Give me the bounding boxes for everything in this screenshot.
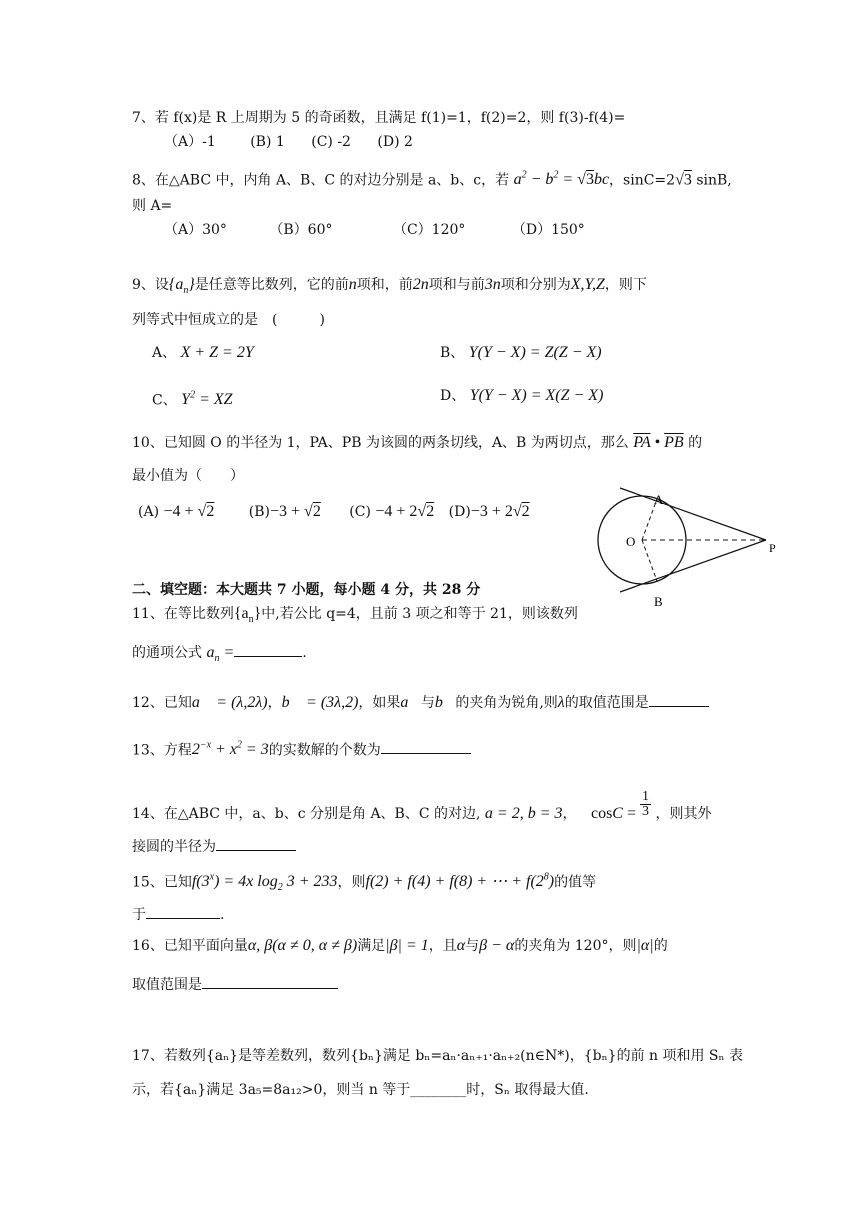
q17-line1: 17、若数列{aₙ}是等差数列，数列{bₙ}满足 bₙ=aₙ·aₙ₊₁·aₙ₊₂(n∈N*)，{bₙ}的前 n 项和用 Sₙ 表 xyxy=(132,1048,744,1064)
q16-vectors: α, β(α ≠ 0, α ≠ β) xyxy=(247,937,358,954)
q9-line2: 列等式中恒成立的是 ( ) xyxy=(132,312,325,328)
q15-stem xyxy=(132,868,596,899)
q11-line2: 的通项公式 $a_n$ = . xyxy=(132,644,307,665)
q14-stem-post: ，则其外 xyxy=(655,806,712,823)
q8-option-b: （B）60° xyxy=(269,222,333,238)
q9-option-b xyxy=(440,343,602,363)
q12-vector-b: b⃗ = (3λ,2) xyxy=(281,694,359,711)
q10-stem-pre: 10、已知圆 O 的半径为 1，PA、PB 为该圆的两条切线，A、B 为两切点，那么 xyxy=(132,435,629,451)
q10-option-a-value: −4 + √2 xyxy=(163,503,215,520)
q9-3n: 3n xyxy=(484,276,501,293)
q7-stem: 7、若 f(x)是 R 上周期为 5 的奇函数，且满足 f(1)=1，f(2)=2，则 f(3)-f(4)= xyxy=(132,110,626,126)
q16-alpha-norm: |α| xyxy=(636,937,654,954)
q8-stem-pre: 8、在△ABC 中，内角 A、B、C 的对边分别是 a、b、c，若 xyxy=(132,172,510,189)
q10-stem-post: 的 xyxy=(688,435,703,451)
q10-stem xyxy=(132,433,702,453)
q9-option-a xyxy=(152,343,254,363)
q11-line2-text: 的通项公式 xyxy=(132,645,202,661)
q11-answer-blank[interactable] xyxy=(234,642,302,657)
q7-option-a: （A）-1 xyxy=(164,134,216,150)
q15-function: $f(3^x) = 4x$ $\log_2 3 + 233$ xyxy=(191,872,338,894)
q14-line2 xyxy=(132,836,296,857)
q9-2n: 2n xyxy=(412,276,429,293)
q12-lambda: λ xyxy=(557,694,565,711)
q10-option-d: (D) xyxy=(448,504,471,520)
q16-line2-text: 取值范围是 xyxy=(132,977,202,993)
q15-pre: 15、已知 xyxy=(132,874,192,891)
q16-mid3: 与 xyxy=(465,938,480,954)
q10-options xyxy=(138,502,530,522)
q12-vector-a: a⃗ = (λ,2λ) xyxy=(191,694,268,711)
q7-option-b: (B) 1 xyxy=(250,134,285,150)
q8-stem xyxy=(132,166,732,190)
q9-option-a-formula: X + Z = 2Y xyxy=(180,344,254,361)
q16-beta-minus-alpha: β − α xyxy=(479,937,515,954)
q9-option-b-formula: Y(Y − X) = Z(Z − X) xyxy=(468,344,602,361)
q8-formula-1: $a^2 - b^2 = √3bc$ xyxy=(513,170,610,189)
q15-mid: ，则 xyxy=(337,874,366,891)
q13-stem xyxy=(132,736,471,760)
q9-option-c-label: C、 xyxy=(152,392,177,409)
q10-option-c: (C) xyxy=(349,504,371,520)
q14-answer-blank[interactable] xyxy=(216,836,296,851)
q11-stem-pre: 11、在等比数列 xyxy=(132,606,234,622)
q8-stem-post: ，sinC=2 xyxy=(609,172,676,189)
q12-b: b⃗ xyxy=(434,694,456,711)
q10-option-b-value: −3 + √2 xyxy=(270,503,321,520)
q16-answer-blank[interactable] xyxy=(202,974,338,989)
q17-line2: 示，若{aₙ}满足 3a₅=8a₁₂>0，则当 n 等于________时，Sₙ 取得最大值. xyxy=(132,1082,589,1098)
q9-option-c-formula: $Y^2$ = XZ xyxy=(181,390,233,409)
q13-pre: 13、方程 xyxy=(132,742,192,759)
q9-n: n xyxy=(348,276,357,293)
q16-beta-norm: |β| = 1 xyxy=(385,937,429,954)
q11-stem xyxy=(132,604,578,630)
q15-line2: 于 . xyxy=(132,904,224,925)
q12-mid: ， xyxy=(267,695,282,711)
q12-post4: 的取值范围是 xyxy=(564,695,649,711)
q10-option-b: (B) xyxy=(248,504,270,520)
q13-answer-blank[interactable] xyxy=(381,739,471,754)
q10-option-c-value: −4 + 2√2 xyxy=(375,503,435,520)
q8-stem-end: sinB, xyxy=(696,172,732,189)
q11-an: $a_n$ = xyxy=(206,644,235,665)
q8-line2: 则 A= xyxy=(132,198,173,214)
q10-option-d-value: −3 + 2√2 xyxy=(470,503,530,520)
q13-equation: $2^{-x} + x^2 = 3$ xyxy=(191,740,269,759)
q16-mid4: 的夹角为 120°，则 xyxy=(514,938,637,954)
q7-options xyxy=(164,132,413,152)
q10-option-a: (A) xyxy=(138,504,160,520)
q9-stem-b: 是任意等比数列，它的前 xyxy=(194,277,349,293)
q12-pre: 12、已知 xyxy=(132,695,192,711)
q8-option-d: （D）150° xyxy=(511,222,585,238)
q9-option-c xyxy=(152,386,233,410)
q9-xyz: X,Y,Z xyxy=(570,276,605,293)
q9-option-d xyxy=(440,386,603,406)
q15-sum: f(2) + f(4) + f(8) + ⋯ + $f(2^8)$ xyxy=(365,872,555,891)
q14-stem-pre: 14、在△ABC 中，a、b、c 分别是角 A、B、C 的对边, xyxy=(132,806,481,823)
q11-seq: $\{a_n\}$ xyxy=(233,605,262,626)
q9-option-d-formula: Y(Y − X) = X(Z − X) xyxy=(469,387,604,404)
q9-option-d-label: D、 xyxy=(440,388,466,404)
tangent-pa xyxy=(620,488,766,540)
q9-stem-e: 项和分别为 xyxy=(500,277,571,293)
q9-stem xyxy=(132,275,647,301)
q8-sqrt3: √3 xyxy=(675,171,692,189)
q16-mid1: 满足 xyxy=(357,938,386,954)
q7-option-d: (D) 2 xyxy=(377,134,413,150)
q9-stem-f: ，则下 xyxy=(604,277,647,293)
q16-post: 的 xyxy=(653,938,668,954)
label-o: O xyxy=(626,534,636,549)
q10-vector-formula: $\overline{PA}$ • $\overline{PB}$ xyxy=(633,434,684,451)
q12-post3: 的夹角为锐角,则 xyxy=(455,695,558,711)
q16-stem xyxy=(132,936,668,956)
q16-line2 xyxy=(132,974,338,995)
q12-post1: ，如果 xyxy=(358,695,401,711)
label-p: P xyxy=(769,541,776,555)
label-a: A xyxy=(654,492,664,507)
q9-stem-c: 项和，前 xyxy=(356,277,413,293)
q12-post2: 与 xyxy=(420,695,435,711)
q12-answer-blank[interactable] xyxy=(649,692,709,707)
q13-post: 的实数解的个数为 xyxy=(268,742,381,759)
q14-stem: 14、在△ABC 中，a、b、c 分别是角 A、B、C 的对边, a = 2, b = 3， cosC = $\frac{1}{3}$ ，则其外 xyxy=(132,789,712,823)
q7-option-c: (C) -2 xyxy=(311,134,351,150)
q8-option-a: （A）30° xyxy=(164,222,227,238)
q9-stem-a: 9、设 xyxy=(132,277,169,293)
label-b: B xyxy=(654,594,663,608)
q11-stem-post: 中,若公比 q=4，且前 3 项之和等于 21，则该数列 xyxy=(261,606,578,622)
q16-mid2: ，且 xyxy=(428,938,457,954)
section2-title: 二、填空题：本大题共 7 小题，每小题 4 分，共 28 分 xyxy=(132,582,481,598)
q14-line2-text: 接圆的半径为 xyxy=(132,839,216,855)
q8-option-c: （C）120° xyxy=(392,222,466,238)
q16-pre: 16、已知平面向量 xyxy=(132,938,248,954)
q8-options xyxy=(164,220,585,240)
tangent-pb xyxy=(620,540,766,592)
q14-cos: cosC = $\frac{1}{3}$ xyxy=(590,789,649,823)
q15-answer-blank[interactable] xyxy=(146,904,220,919)
q9-option-b-label: B、 xyxy=(440,345,465,361)
q9-option-a-label: A、 xyxy=(152,345,177,361)
q12-a: a⃗ xyxy=(400,694,421,711)
q15-post: 的值等 xyxy=(554,874,597,891)
q12-stem xyxy=(132,692,709,713)
q16-alpha: α xyxy=(456,937,466,954)
q10-line2: 最小值为（ ） xyxy=(132,468,244,484)
q14-ab: a = 2, b = 3 xyxy=(484,805,563,823)
q15-line2-text: 于 xyxy=(132,907,146,923)
q9-seq: $\{a_n\}$ xyxy=(168,276,195,297)
q9-stem-d: 项和与前 xyxy=(428,277,485,293)
q10-figure xyxy=(590,484,790,608)
segment-ob xyxy=(642,540,657,581)
